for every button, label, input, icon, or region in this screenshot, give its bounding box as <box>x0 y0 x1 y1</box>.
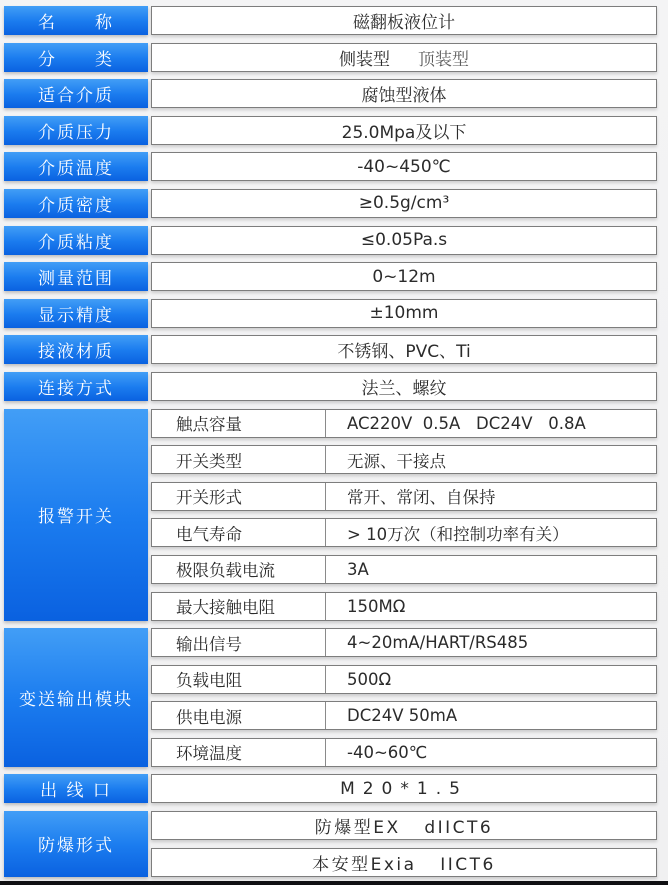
value-medium-temperature: -40~450℃ <box>151 152 657 181</box>
subvalue-switch-form: 常开、常闭、自保持 <box>325 483 656 510</box>
spec-table <box>4 6 657 877</box>
subname-switch-type: 开关类型 <box>176 451 242 471</box>
subrow-power-supply <box>151 701 657 730</box>
value-medium-density: ≥0.5g/cm³ <box>151 189 657 218</box>
subvalue-ambient-temperature: -40~60℃ <box>325 739 656 766</box>
value-medium-pressure: 25.0Mpa及以下 <box>151 116 657 145</box>
row-cable-entry <box>4 774 657 803</box>
subname-max-contact-resistance: 最大接触电阻 <box>176 598 275 617</box>
label-classification: 分 类 <box>4 43 148 72</box>
row-medium-pressure <box>4 116 657 145</box>
value-measuring-range: 0~12m <box>151 262 657 291</box>
label-medium-pressure: 介质压力 <box>4 116 148 145</box>
subvalue-intrinsically-safe: 本安型Exia IICT6 <box>312 854 496 875</box>
subname-electrical-life: 电气寿命 <box>176 524 242 544</box>
transmitter-subrows <box>151 628 657 767</box>
row-medium-viscosity <box>4 226 657 255</box>
row-product-name <box>4 6 657 35</box>
row-measuring-range <box>4 262 657 291</box>
subname-ambient-temperature: 环境温度 <box>176 744 242 764</box>
subrow-contact-capacity <box>151 409 657 438</box>
value-cable-entry: M20*1.5 <box>151 774 657 803</box>
subvalue-power-supply: DC24V 50mA <box>325 702 656 729</box>
value-display-accuracy: ±10mm <box>151 299 657 328</box>
value-suitable-medium: 腐蚀型液体 <box>151 79 657 108</box>
label-suitable-medium: 适合介质 <box>4 79 148 108</box>
label-medium-density: 介质密度 <box>4 189 148 218</box>
subvalue-contact-capacity: AC220V 0.5A DC24V 0.8A <box>325 410 656 437</box>
subrow-flameproof <box>151 811 657 840</box>
label-measuring-range: 测量范围 <box>4 262 148 291</box>
subrow-load-resistance <box>151 665 657 694</box>
subname-contact-capacity: 触点容量 <box>176 415 242 435</box>
row-medium-temperature <box>4 152 657 181</box>
label-display-accuracy: 显示精度 <box>4 299 148 328</box>
subname-limit-load-current: 极限负载电流 <box>176 561 275 581</box>
subvalue-switch-type: 无源、干接点 <box>325 446 656 473</box>
row-display-accuracy <box>4 299 657 328</box>
alarm-switch-subrows <box>151 409 657 621</box>
value-product-name: 磁翻板液位计 <box>151 6 657 35</box>
subvalue-limit-load-current: 3A <box>325 556 656 583</box>
subname-power-supply: 供电电源 <box>176 707 242 727</box>
row-suitable-medium <box>4 79 657 108</box>
bottom-divider-bar <box>0 881 668 885</box>
row-classification <box>4 43 657 72</box>
group-alarm-switch <box>4 409 657 621</box>
subrow-switch-form <box>151 482 657 511</box>
subrow-switch-type <box>151 445 657 474</box>
row-connection-type <box>4 372 657 401</box>
label-cable-entry: 出 线 口 <box>4 774 148 803</box>
label-product-name: 名 称 <box>4 6 148 35</box>
label-wetted-material: 接液材质 <box>4 335 148 364</box>
group-transmitter-module <box>4 628 657 767</box>
subname-output-signal: 输出信号 <box>176 634 242 654</box>
subvalue-output-signal: 4~20mA/HART/RS485 <box>325 629 656 656</box>
value-wetted-material: 不锈钢、PVC、Ti <box>151 335 657 364</box>
label-medium-temperature: 介质温度 <box>4 152 148 181</box>
label-explosion-proof: 防爆形式 <box>4 811 148 877</box>
label-connection-type: 连接方式 <box>4 372 148 401</box>
classification-side-mount: 侧装型 <box>339 49 390 70</box>
subrow-ambient-temperature <box>151 738 657 767</box>
value-connection-type: 法兰、螺纹 <box>151 372 657 401</box>
classification-top-mount: 顶装型 <box>418 49 469 70</box>
value-classification <box>151 43 657 72</box>
subvalue-load-resistance: 500Ω <box>325 666 656 693</box>
subrow-max-contact-resistance <box>151 592 657 621</box>
subrow-output-signal <box>151 628 657 657</box>
subname-load-resistance: 负载电阻 <box>176 671 242 691</box>
explosion-proof-subrows <box>151 811 657 877</box>
row-medium-density <box>4 189 657 218</box>
group-explosion-proof <box>4 811 657 877</box>
label-alarm-switch: 报警开关 <box>4 409 148 621</box>
row-wetted-material <box>4 335 657 364</box>
subvalue-max-contact-resistance: 150MΩ <box>325 593 656 620</box>
subname-switch-form: 开关形式 <box>176 488 242 508</box>
subrow-electrical-life <box>151 518 657 547</box>
label-transmitter-module: 变送输出模块 <box>4 628 148 767</box>
label-medium-viscosity: 介质粘度 <box>4 226 148 255</box>
subvalue-electrical-life: > 10万次（和控制功率有关） <box>325 519 656 546</box>
subvalue-flameproof: 防爆型EX dIICT6 <box>314 818 494 839</box>
subrow-limit-load-current <box>151 555 657 584</box>
subrow-intrinsically-safe <box>151 848 657 877</box>
value-medium-viscosity: ≤0.05Pa.s <box>151 226 657 255</box>
